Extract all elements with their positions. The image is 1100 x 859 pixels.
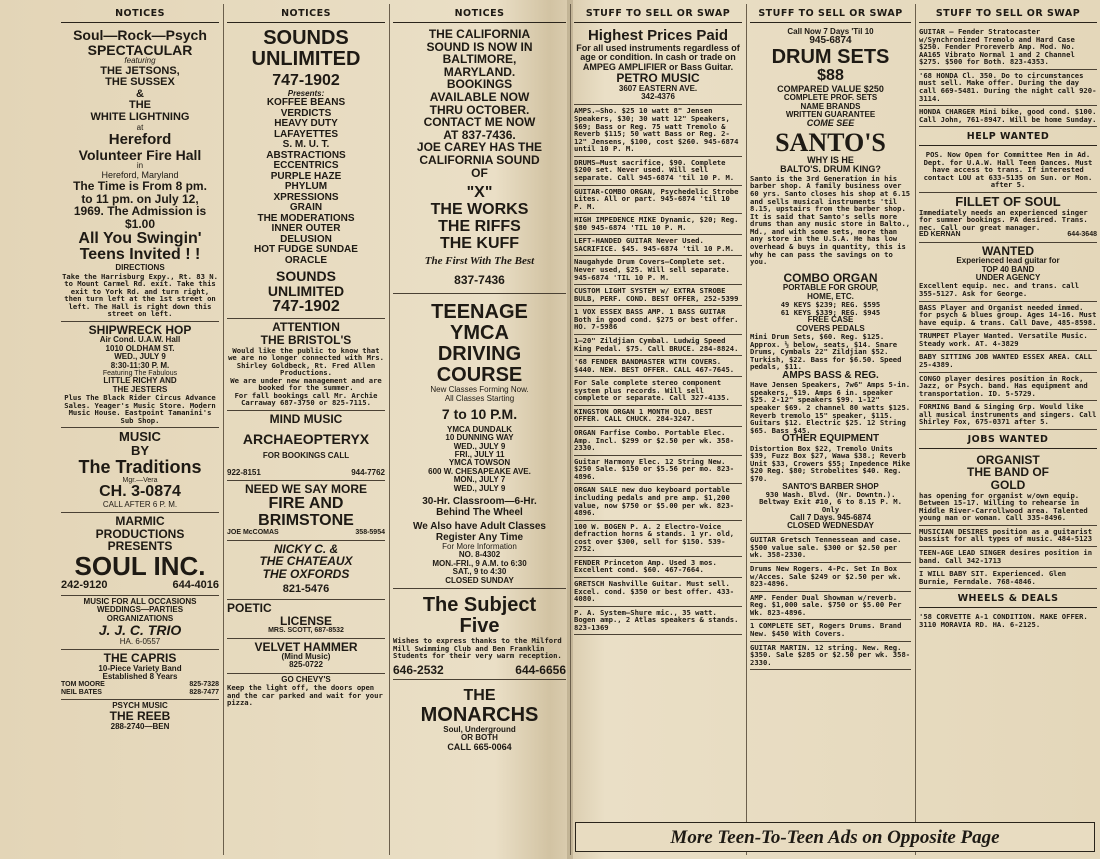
classified-item xyxy=(919,106,1097,127)
classified-text: '68 HONDA Cl. 350. Do to circumstances must sell. Make offer. During the day call 669-5481. During the night call 920-3114. xyxy=(919,70,1097,103)
classified-text: '68 FENDER BANDMASTER WITH COVERS. $440. NEW. BEST OFFER. CALL 467-7645. xyxy=(574,357,735,374)
band-name: ECCENTRICS xyxy=(273,160,339,172)
classified-list xyxy=(574,105,742,635)
classified-text: GUITAR MARTIN. 12 string. New. Reg. $350. Sale $285 or $2.50 per wk. 358-2330. xyxy=(750,642,911,667)
band-name: GRAIN xyxy=(289,202,323,214)
classified-text: DRUMS—Must sacrifice, $90. Complete $200 set. Never used. Will sell separate. Call 945-6874 'til 10 P. M. xyxy=(574,157,735,182)
ad-california-sound: THE CALIFORNIA SOUND IS NOW IN BALTIMORE, MARYLAND. BOOKINGS AVAILABLE NOW THRU OCTOBER. CONTACT ME NOW AT 837-7436. JOE CAREY HAS THE CALIFORNIA SOUND OF "X" THE WORKS THE RIFFS THE KUFF The First With The Best 837-7436 xyxy=(393,26,566,294)
ad-nicky-c: NICKY C. & THE CHATEAUX THE OXFORDS 821-5476 xyxy=(227,541,385,600)
ad-ymca-driving: TEENAGE YMCA DRIVING COURSE New Classes Forming Now. All Classes Starting 7 to 10 P.M. YMCA DUNDALK 10 DUNNING WAY WED., JULY 9 FRI., JULY 11 YMCA TOWSON 600 W. CHESAPEAKE AVE. MON., JULY 7 WED., JULY 9 30-Hr. Classroom—6-Hr. Behind The Wheel We Also have Adult Classes Register Any Time For More Information NO. 8-4302 MON.-FRI., 9 A.M. to 6:30 SAT., 9 to 4:30 CLOSED SUNDAY xyxy=(393,294,566,589)
ad-corvette: '58 CORVETTE A-1 CONDITION. MAKE OFFER. 3110 MORAVIA RD. HA. 6-2125. xyxy=(919,612,1088,629)
band-name: HEAVY DUTY xyxy=(274,118,338,130)
classified-list xyxy=(750,534,911,670)
classified-item xyxy=(750,620,911,641)
classified-item xyxy=(574,214,742,235)
classified-item xyxy=(919,401,1097,430)
classified-item xyxy=(919,351,1097,372)
classified-item xyxy=(574,335,742,356)
classified-text: GRETSCH Nashville Guitar. Must sell. Excel. cond. $350 or best offer. 433-4080. xyxy=(574,579,735,604)
classified-item xyxy=(750,642,911,671)
ad-soul-inc: MARMIC PRODUCTIONS PRESENTS SOUL INC. 242-9120 644-4016 xyxy=(61,513,219,596)
classified-text: HONDA CHARGER Mini bike, good cond. $100. Call John, 761-8947. Will be home Sunday. xyxy=(919,107,1097,124)
classified-item xyxy=(574,377,742,406)
band-name: INNER OUTER xyxy=(271,223,341,235)
classified-item xyxy=(574,235,742,256)
ad-the-bristols: ATTENTION THE BRISTOL'S Would like the public to know that we are no longer connected with Mrs. Shirley Goldbeck, Rt. Fred Allen Productions. We are under new management and are booked for the summer. For fall bookings call Mr. Archie Carraway 687-3750 or 825-7115. xyxy=(227,319,385,411)
band-name: THE MODERATIONS xyxy=(257,212,355,224)
classified-item xyxy=(574,186,742,215)
classified-item xyxy=(919,373,1097,402)
band-name: ORACLE xyxy=(284,254,328,266)
classified-text: BABY SITTING JOB WANTED ESSEX AREA. CALL 25-4389. xyxy=(919,352,1093,369)
band-name: ABSTRACTIONS xyxy=(266,149,346,161)
band-name: PURPLE HAZE xyxy=(270,170,342,182)
column-header: NOTICES xyxy=(227,4,385,23)
opposite-page-banner: More Teen-To-Teen Ads on Opposite Page xyxy=(575,822,1095,852)
column-sell-swap-1 xyxy=(570,4,745,855)
classified-item xyxy=(574,607,742,636)
band-list xyxy=(227,98,385,266)
classified-text: P. A. System—Shure mic., 35 watt. Bogen amp., 2 Atlas speakers & stands. 823-1369 xyxy=(574,607,739,632)
classified-text: I WILL BABY SIT. Experienced. Glen Burnie, Ferndale. 768-4846. xyxy=(919,569,1067,586)
band-name: S. M. U. T. xyxy=(282,139,330,151)
classified-text: GUITAR-COMBO ORGAN, Psychedelic Strobe Lites. All or part. 945-6874 'til 10 P. M. xyxy=(574,186,739,211)
classified-list xyxy=(919,526,1097,589)
ad-wanted-lead-guitar: WANTED Experienced lead guitar for TOP 40 BAND UNDER AGENCY Excellent equip. nec. and trans. call 355-5127. Ask for George. xyxy=(919,243,1097,302)
column-sell-swap-2 xyxy=(746,4,914,855)
classified-item xyxy=(574,578,742,607)
ad-petro-music: Highest Prices Paid For all used instruments regardless of age or condition. In cash or trade on AMPEG AMPLIFIER or Bass Guitar. PETRO MUSIC 3607 EASTERN AVE. 342-4376 xyxy=(574,26,742,105)
classified-item xyxy=(919,330,1097,351)
classified-item xyxy=(574,427,742,456)
ad-the-monarchs: THE MONARCHS Soul, Underground OR BOTH CALL 665-0064 xyxy=(420,687,539,752)
column-header: STUFF TO SELL OR SWAP xyxy=(750,4,911,23)
classified-item xyxy=(574,285,742,306)
column-header: NOTICES xyxy=(393,4,566,23)
classified-item xyxy=(574,406,742,427)
ad-go-chevys: GO CHEVY'S Keep the light off, the doors open and the car parked and wait for your pizza. xyxy=(227,674,383,708)
band-name: PHYLUM xyxy=(284,181,328,193)
classified-text: MUSICIAN DESIRES position as a guitarist bassist for all types of music. 484-5123 xyxy=(919,526,1093,544)
classified-text: GUITAR — Fender Stratocaster w/Synchronized Tremolo and Hard Case $250. Fender Proreverb Amp. Mod. No. AA165 Vibrato Normal 1 and 2 Channel $275. $500 for Both. 823-4353. xyxy=(919,27,1075,67)
ad-the-traditions: MUSIC BY The Traditions Mgr.—Vera CH. 3-0874 CALL AFTER 6 P. M. xyxy=(61,428,219,513)
classified-list xyxy=(919,26,1097,127)
column-header: STUFF TO SELL OR SWAP xyxy=(919,4,1097,23)
band-name: DELUSION xyxy=(280,233,332,245)
classified-item xyxy=(750,534,911,563)
ad-archaeopteryx: MIND MUSIC ARCHAEOPTERYX FOR BOOKINGS CALL 922-8151 944-7762 xyxy=(227,411,385,481)
section-header-wheels-deals: WHEELS & DEALS xyxy=(919,589,1097,608)
band-name: KOFFEE BEANS xyxy=(266,97,346,109)
classified-text: CUSTOM LIGHT SYSTEM w/ EXTRA STROBE BULB, PERF. COND. BEST OFFER, 252-5399 xyxy=(574,286,739,303)
ad-velvet-hammer: VELVET HAMMER (Mind Music) 825-0722 xyxy=(227,639,385,674)
classified-item xyxy=(919,568,1097,589)
classified-item xyxy=(574,484,742,520)
ad-the-reeb: PSYCH MUSIC THE REEB 288-2740—BEN xyxy=(109,701,171,732)
classified-item xyxy=(919,70,1097,106)
classified-item xyxy=(574,356,742,377)
classified-item xyxy=(574,256,742,285)
section-header-help-wanted: HELP WANTED xyxy=(919,127,1097,146)
classified-text: For Sale complete stereo component system plus records. Will sell complete or separate. Call 327-4135. xyxy=(574,378,730,403)
classified-text: Guitar Harmony Elec. 12 String New. $250 Sale. $150 or $5.56 per mo. 823-4896. xyxy=(574,456,735,481)
ad-the-capris: THE CAPRIS 10-Piece Variety Band Established 8 Years TOM MOORE 825-7328 NEIL BATES 828-7477 xyxy=(61,650,219,700)
band-name: HOT FUDGE SUNDAE xyxy=(254,244,358,256)
classified-item xyxy=(919,526,1097,547)
ad-shipwreck-hop: SHIPWRECK HOP Air Cond. U.A.W. Hall 1010 OLDHAM ST. WED., JULY 9 8:30-11:30 P. M. Featuring The Fabulous LITTLE RICHY AND THE JESTERS Plus The Black Rider Circus Advance Sales. Yeager's Music Store. Modern Music House. Eastpoint Tamanini's Sub Shop. xyxy=(61,322,219,429)
ad-pos-open: POS. Now Open for Committee Men in Ad. Dept. for U.A.W. Hall Teen Dances. Must have access to trans. If interested contact LOU at 633-5135 on Sun. or Mon. after 5. xyxy=(919,149,1097,193)
column-header: NOTICES xyxy=(61,4,219,23)
classified-text: FENDER Princeton Amp. Used 3 mos. Excellent cond. $60. 467-7664. xyxy=(574,557,717,575)
ad-subject-five: The Subject Five Wishes to express thanks to the Milford Mill Swimming Club and Ben Franklin Students for their very warm reception. 646-2532 644-6656 xyxy=(393,589,566,680)
column-sell-swap-3 xyxy=(915,4,1100,855)
classified-item xyxy=(574,521,742,557)
classified-item xyxy=(919,302,1097,331)
classified-item xyxy=(574,306,742,335)
ad-jjc-trio: MUSIC FOR ALL OCCASIONS WEDDINGS—PARTIES ORGANIZATIONS J. J. C. TRIO HA. 6-0557 xyxy=(61,596,219,650)
classified-text: 1 VOX ESSEX BASS AMP. 1 BASS GUITAR Both in good cond. $275 or best offer. HO. 7-5986 xyxy=(574,307,739,332)
classified-item xyxy=(574,157,742,186)
classified-text: AMP. Fender Dual Showman w/reverb. Reg. $1,000 sale. $750 or $5.00 Per Wk. 823-4896. xyxy=(750,592,902,617)
classified-text: BASS Player and Organist needed immed. for psych & blues group. Ages 14-16. Must have equip. & trans. Call Dave, 485-8598. xyxy=(919,302,1097,327)
classified-text: ORGAN Farfise Combo. Portable Elec. Amp. Incl. $299 or $2.50 per wk. 358-2330. xyxy=(574,428,735,453)
column-notices-1 xyxy=(58,4,222,855)
classified-item xyxy=(919,26,1097,70)
ad-fire-and-brimstone: NEED WE SAY MORE FIRE AND BRIMSTONE JOE McCOMAS 358-5954 xyxy=(227,481,385,541)
classified-text: TRUMPET Player Wanted. Versatile Music. Steady work. AT. 4-3829 xyxy=(919,331,1088,348)
classified-text: TEEN-AGE LEAD SINGER desires position in band. Call 342-1713 xyxy=(919,548,1093,565)
ad-santos-drums: Call Now 7 Days 'Til 10 945-6874 DRUM SETS $88 COMPARED VALUE $250 COMPLETE PROF. SETS NAME BRANDS WRITTEN GUARANTEE COME SEE SANTO'S WHY IS HE BALTO'S. DRUM KING? Santo is the 3rd Generation in his barber shop. A family business over 60 yrs. Santo closes his shop at 6.15 and sells musical instruments 'til 8.15, upstairs from the barber shop. It is said that Santo's sells more drums than any music store in Balto., Md., and with some sets, more than any store in the U.S.A. He has low overhead & buys in quantity, this is why he can pass the savings on to you. COMBO ORGAN PORTABLE FOR GROUP, HOME, ETC. 49 KEYS $239; REG. $595 61 KEYS $339; REG. $945 FREE CASE COVERS PEDALS Mini Drum Sets, $60. Reg. $125. Approx. ½ below, seats, $14. Snare Drums, Cymbals 22" Zildjian $52. Turkish, $22. Bass for $6.50. Speed pedals, $11. AMPS BASS & REG. Have Jensen Speakers, 7w6" Amps 5-in. speakers, $19. Amps 6 in. speaker $25. 2-12" speakers $99. 1-12" speaker $69. 2 channel 80 watts $125. Reverb tremolo 15" speaker, $115. Guitars $12. Electric $25. 12 String $65. Bass $45. OTHER EQUIPMENT Distortion Box $22, Tremolo Units $39, Fuzz Box $27, Wawa $38.; Reverb Unit $33, Crowers $55; Inpedence Mike $20 Reg. $80; Strobelites $40. Reg. $70. SANTO'S BARBER SHOP 930 Wash. Blvd. (Nr. Downtn.). Beltway Exit #10, 6 to 8.15 P. M. Only Call 7 Days. 945-6874 CLOSED WEDNESDAY xyxy=(750,26,911,534)
classified-text: FORMING Band & Singing Grp. Would like all musical instruments and singers. Call Shirley Fox, 675-0371 after 5. xyxy=(919,402,1097,427)
column-notices-3 xyxy=(389,4,569,855)
ad-poetic-license: POETIC LICENSE MRS. SCOTT, 687-8532 xyxy=(227,600,385,639)
band-name: XPRESSIONS xyxy=(273,191,339,203)
classified-text: KINGSTON ORGAN 1 MONTH OLD. BEST OFFER. CALL CHUCK. 284-3247. xyxy=(574,406,713,424)
classified-text: Naugahyde Drum Covers—Complete set. Never used, $25. Will sell separate. 945-6874 'TIL 10 P. M. xyxy=(574,257,730,282)
column-header: STUFF TO SELL OR SWAP xyxy=(574,4,742,23)
classified-text: LEFT-HANDED GUITAR Never Used. SACRIFICE. $45. 945-6874 'til 10 P.M. xyxy=(574,236,735,253)
classified-text: CONGO player desires position in Rock, Jazz, or Psych. band. Has equipment and transportation. ID. 5-5729. xyxy=(919,373,1088,398)
ad-hereford-spectacular: Soul—Rock—Psych SPECTACULAR featuring THE JETSONS, THE SUSSEX & THE WHITE LIGHTNING at Hereford Volunteer Fire Hall in Hereford, Maryland The Time is From 8 pm. to 11 pm. on July 12, 1969. The Admission is $1.00 All You Swingin' Teens Invited ! ! DIRECTIONS Take the Harrisburg Expy., Rt. 83 N. to Mount Carmel Rd. exit. Take this exit to York Rd. and turn right, then turn left at the 1st street on left. The Hall is right down this street on left. xyxy=(61,26,219,322)
classified-text: ORGAN SALE new duo keyboard portable including pedals and pre amp. $1,200 value, now $750 or $5.00 per wk. 823-4896. xyxy=(574,485,735,518)
band-name: VERDICTS xyxy=(280,107,332,119)
classified-text: Drums New Rogers. 4-Pc. Set In Box w/Acces. Sale $249 or $2.50 per wk. 823-4896. xyxy=(750,564,902,589)
classified-text: 100 W. BOGEN P. A. 2 Electro-Voice defraction horns & stands. 1 yr. old, cost over $300, sell for $150. 539-2752. xyxy=(574,521,735,554)
ad-fillet-of-soul: FILLET OF SOUL Immediately needs an experienced singer for summer bookings. PA desired. Trans. nec. Call our great manager. ED KERNAN 644-3648 xyxy=(919,193,1097,243)
classified-item xyxy=(574,557,742,578)
ad-band-of-gold: ORGANIST THE BAND OF GOLD has opening for organist w/own equip. Between 15-17. Willing to rehearse in Middle River-Carrollwood area. Talented young man or woman. Call 335-8496. xyxy=(919,452,1097,526)
classified-text: 1—20" Zildjian Cymbal. Ludwig Speed King Pedal. $75. Call BRUCE. 284-8824. xyxy=(574,335,739,353)
classified-text: 1 COMPLETE SET, Rogers Drums. Brand New. $450 With Covers. xyxy=(750,621,902,638)
band-name: LAFAYETTES xyxy=(273,128,339,140)
classified-text: AMPS.—Sho. $25 10 watt 8" Jensen Speakers, $30; 30 watt 12" Speakers, $69; Bass or Reg. 75 watt Tremolo & Reverb $115; 50 watt Bass or Reg. 2-12" Jensens, $100, cost $260. 945-6874 until 10 P. M. xyxy=(574,106,739,154)
column-notices-2 xyxy=(223,4,388,855)
classified-item xyxy=(574,456,742,485)
classified-list xyxy=(919,302,1097,430)
section-header-jobs-wanted: JOBS WANTED xyxy=(919,430,1097,449)
classified-item xyxy=(750,592,911,621)
classified-item xyxy=(750,563,911,592)
classified-text: HIGH IMPEDENCE MIKE Dynamic, $20; Reg. $80 945-6874 'TIL 10 P. M. xyxy=(574,215,739,232)
classified-item xyxy=(574,105,742,156)
ad-sounds-unlimited: SOUNDS UNLIMITED 747-1902 Presents: KOFFEE BEANS VERDICTS HEAVY DUTY LAFAYETTES S. M. U. T. ABSTRACTIONS ECCENTRICS PURPLE HAZE PHYLUM XPRESSIONS GRAIN THE MODERATIONS INNER OUTER DELUSION HOT FUDGE SUNDAE ORACLE SOUNDS UNLIMITED 747-1902 xyxy=(227,26,385,319)
classified-text: GUITAR Gretsch Tennessean and case. $500 value sale. $300 or $2.50 per wk. 358-2330. xyxy=(750,535,902,560)
classified-item xyxy=(919,547,1097,568)
